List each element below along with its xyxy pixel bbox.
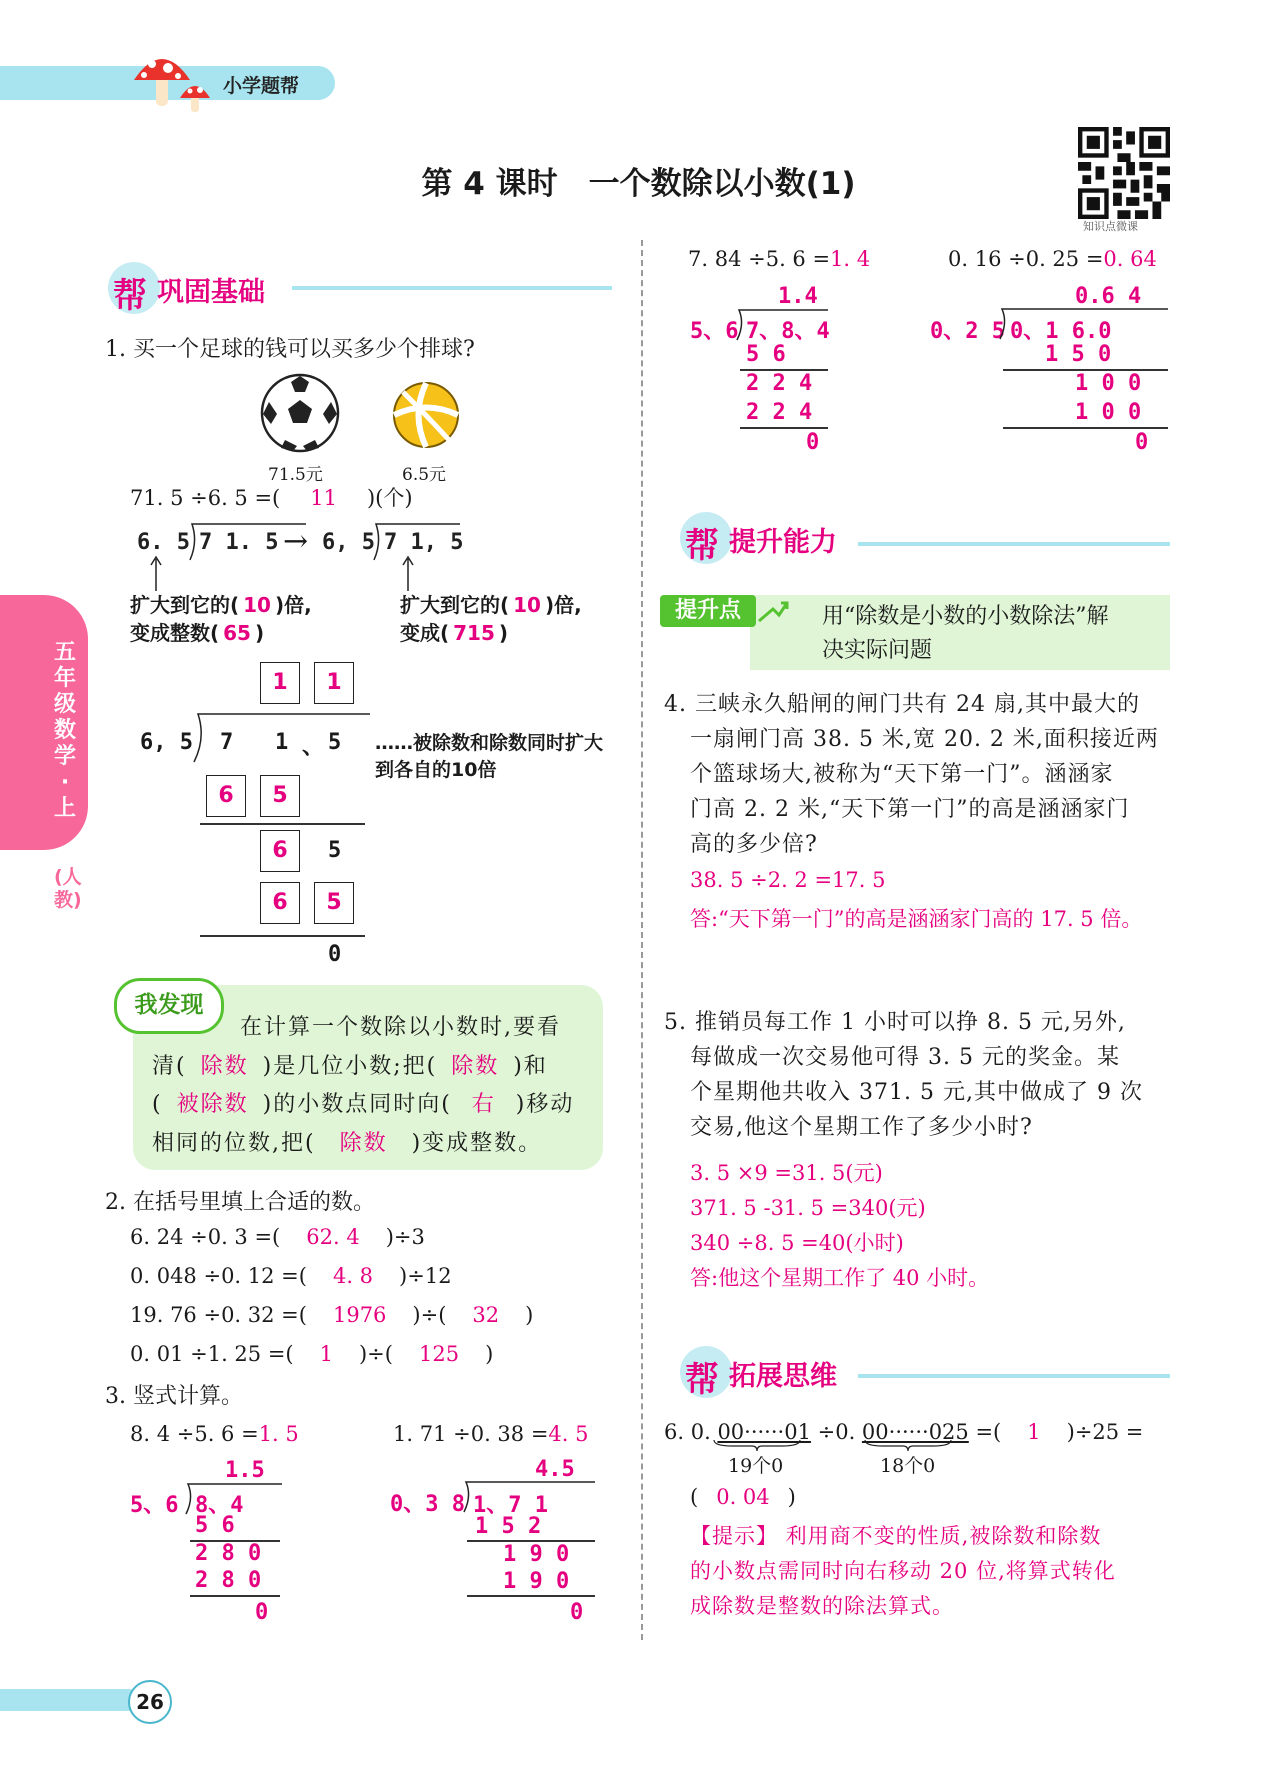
eq-text: )	[485, 1342, 494, 1366]
question-3-text: 3. 竖式计算。	[105, 1384, 243, 1409]
section-badge-char: 帮	[685, 526, 719, 566]
q5-calc-3: 340 ÷8. 5 =40(小时)	[690, 1231, 904, 1255]
note-text: 变成整数(	[130, 621, 220, 645]
disc-text: )是几位小数;把(	[262, 1054, 438, 1079]
eq-text: =(	[968, 1420, 1002, 1444]
qr-code-icon[interactable]	[1078, 127, 1170, 219]
q1-setup-right: 6, 5	[322, 530, 375, 555]
column-divider	[641, 240, 643, 1640]
q2-answer-a: 1	[319, 1342, 333, 1366]
p4-remainder: 0	[1135, 430, 1149, 455]
lesson-title: 第 4 课时 一个数除以小数(1)	[421, 166, 856, 202]
q4-line: 4. 三峡永久船闸的闸门共有 24 扇,其中最大的	[664, 692, 1140, 717]
discover-line-4	[152, 1126, 542, 1157]
q4-calculation: 38. 5 ÷2. 2 =17. 5	[690, 868, 886, 892]
p2-divisor: 0、3 8	[390, 1492, 465, 1517]
q4-line: 高的多少倍?	[690, 832, 818, 857]
q6-second-answer	[690, 1485, 796, 1509]
answer-box[interactable]: 6	[206, 775, 246, 817]
q5-line: 5. 推销员每工作 1 小时可以挣 8. 5 元,另外,	[664, 1010, 1126, 1035]
disc-answer: 除数	[339, 1131, 388, 1156]
discover-tag: 我发现	[114, 978, 224, 1034]
division-rule	[200, 823, 365, 825]
question-2-text: 2. 在括号里填上合适的数。	[105, 1190, 375, 1215]
eq-text: )÷(	[358, 1342, 393, 1366]
q1-answer: 11	[310, 486, 337, 510]
note-answer: 715	[453, 621, 495, 645]
answer-box[interactable]: 1	[260, 662, 300, 704]
q1-setup-left: 6. 5	[137, 530, 190, 555]
note-text: )	[498, 621, 509, 645]
eq-text: 0. 01 ÷1. 25 =(	[130, 1342, 294, 1366]
eq-text: )	[787, 1485, 796, 1509]
soccer-price-label: 71.5元	[268, 465, 323, 485]
key-point-line-1: 用“除数是小数的小数除法”解	[822, 604, 1109, 629]
q4-line: 门高 2. 2 米,“天下第一门”的高是涵涵家门	[690, 797, 1130, 822]
note-text: )倍,	[544, 593, 582, 617]
key-point-line-2: 决实际问题	[822, 638, 933, 663]
q2-row	[130, 1342, 493, 1366]
section-rule	[292, 286, 612, 290]
division-rule	[740, 427, 828, 429]
arrow-icon: →	[283, 524, 309, 559]
answer-box[interactable]: 6	[260, 830, 300, 872]
disc-text: )的小数点同时向(	[262, 1092, 452, 1117]
note-answer: 10	[513, 593, 541, 617]
eq-text: 7. 84 ÷5. 6 =	[688, 247, 831, 271]
p3-step: 2 2 4	[746, 400, 813, 425]
q6-hint-2: 的小数点需同时向右移动 20 位,将算式转化	[690, 1559, 1116, 1583]
q2-answer-b: 32	[472, 1303, 500, 1327]
discover-line-3	[152, 1087, 574, 1118]
answer-box[interactable]: 6	[260, 882, 300, 924]
p1-divisor: 5、6	[130, 1493, 179, 1518]
q6-answer-2: 0. 04	[716, 1485, 770, 1509]
brace-icon	[863, 1438, 953, 1452]
eq-term-dividend: 00······01	[717, 1420, 811, 1444]
eq-text: (	[690, 1485, 699, 1509]
disc-text: 相同的位数,把(	[152, 1131, 316, 1156]
left-note-line-2	[130, 617, 264, 646]
p3-step: 2 2 4	[746, 371, 813, 396]
eq-answer: 1. 5	[258, 1422, 299, 1446]
eq-answer: 1. 4	[830, 247, 871, 271]
side-grade-label: 五年级数学·上	[53, 640, 76, 821]
q1-equation	[130, 482, 413, 512]
eq-text: 1. 71 ÷0. 38 =	[393, 1422, 549, 1446]
p1-remainder: 0	[255, 1600, 269, 1625]
answer-box[interactable]: 1	[314, 662, 354, 704]
eq-text: 19. 76 ÷0. 32 =(	[130, 1303, 307, 1327]
disc-text: 清(	[152, 1054, 187, 1079]
division-rule	[200, 935, 365, 937]
section-rule	[858, 1374, 1170, 1378]
p4-step: 1 0 0	[1075, 400, 1142, 425]
left-note-line-1	[130, 589, 312, 618]
qr-caption: 知识点微课	[1083, 220, 1138, 233]
q1-setup-right-dividend: 7 1, 5	[384, 530, 464, 555]
q5-calc-2: 371. 5 -31. 5 =340(元)	[690, 1196, 926, 1220]
p1-dividend: 8、4	[195, 1493, 244, 1518]
note-text: 扩大到它的(	[400, 593, 510, 617]
disc-text: )变成整数。	[411, 1131, 543, 1156]
p3-step: 5 6	[746, 342, 786, 367]
q4-answer: 答:“天下第一门”的高是涵涵家门高的 17. 5 倍。	[690, 907, 1143, 931]
p4-quotient: 0.6 4	[1075, 284, 1142, 309]
mushroom-icon	[128, 46, 223, 116]
q3-p3-equation	[688, 247, 870, 271]
p4-divisor: 0、2 5	[930, 319, 1005, 344]
eq-text: )÷12	[399, 1264, 452, 1288]
p2-step: 1 9 0	[503, 1542, 570, 1567]
side-edition-label: (人教)	[54, 866, 82, 911]
p1-quotient: 1.5	[225, 1458, 265, 1483]
q2-row	[130, 1303, 533, 1327]
q1-setup-left-dividend: 7 1. 5	[199, 530, 279, 555]
brace-icon	[712, 1438, 802, 1452]
eq-answer: 4. 5	[548, 1422, 589, 1446]
key-point-arrow-icon	[755, 597, 791, 625]
division-rule	[1003, 427, 1168, 429]
brand-name: 小学题帮	[223, 75, 300, 97]
q4-line: 一扇闸门高 38. 5 米,宽 20. 2 米,面积接近两	[690, 727, 1159, 752]
section-title-extend: 拓展思维	[729, 1361, 837, 1392]
division-note: ……被除数和除数同时扩大到各自的10倍	[375, 732, 604, 781]
p4-step: 1 0 0	[1075, 371, 1142, 396]
q2-answer-a: 4. 8	[332, 1264, 374, 1288]
p2-step: 1 5 2	[475, 1514, 542, 1539]
eq-text: 6. 24 ÷0. 3 =(	[130, 1225, 281, 1249]
eq-text: 8. 4 ÷5. 6 =	[130, 1422, 259, 1446]
eq-text: 6. 0.	[664, 1420, 718, 1444]
note-answer: 10	[243, 593, 271, 617]
q6-hint-3: 成除数是整数的除法算式。	[690, 1594, 954, 1618]
key-point-tag: 提升点	[660, 595, 756, 627]
p2-dividend: 1、7 1	[473, 1493, 548, 1518]
q2-row	[130, 1264, 452, 1288]
p1-step: 5 6	[195, 1513, 235, 1538]
q6-count-label-2: 18个0	[880, 1455, 936, 1477]
note-text: 变成(	[400, 621, 450, 645]
p3-dividend: 7、8、4	[746, 319, 830, 344]
p3-divisor: 5、6	[690, 319, 739, 344]
q1-eq-suffix: )(个)	[366, 486, 413, 510]
discover-line-1: 在计算一个数除以小数时,要看	[240, 1015, 561, 1040]
right-note-line-2	[400, 617, 508, 646]
volleyball-price-label: 6.5元	[402, 465, 447, 485]
p2-remainder: 0	[570, 1600, 584, 1625]
footer-band	[0, 1689, 140, 1711]
q5-line: 交易,他这个星期工作了多少小时?	[690, 1115, 1033, 1140]
answer-box[interactable]: 5	[314, 882, 354, 924]
section-title-basic: 巩固基础	[157, 277, 265, 308]
dividend-digit: 7	[220, 730, 234, 755]
section-badge-char: 帮	[685, 1360, 719, 1400]
p2-quotient: 4.5	[535, 1457, 575, 1482]
eq-text: 0. 16 ÷0. 25 =	[948, 247, 1104, 271]
disc-answer: 右	[471, 1092, 496, 1117]
eq-text: )÷(	[412, 1303, 447, 1327]
dividend-digit: 5	[328, 730, 342, 755]
disc-text: )移动	[515, 1092, 575, 1117]
q2-answer-a: 1976	[332, 1303, 387, 1327]
note-answer: 65	[223, 621, 251, 645]
discover-line-2	[152, 1049, 548, 1080]
division-rule	[190, 1595, 280, 1597]
eq-answer: 0. 64	[1103, 247, 1157, 271]
dividend-digit: 1	[275, 730, 289, 755]
division-rule	[467, 1595, 595, 1597]
q3-p4-equation	[948, 247, 1157, 271]
q3-p1-equation	[130, 1422, 299, 1446]
section-rule	[858, 542, 1170, 546]
q2-answer-b: 125	[418, 1342, 460, 1366]
disc-text: (	[152, 1092, 163, 1117]
q3-p2-equation	[393, 1422, 589, 1446]
eq-text: 0. 048 ÷0. 12 =(	[130, 1264, 307, 1288]
page-number: 26	[128, 1680, 172, 1724]
note-text: )	[254, 621, 265, 645]
p1-step: 2 8 0	[195, 1568, 262, 1593]
eq-text: ÷0.	[810, 1420, 862, 1444]
p4-step: 1 5 0	[1045, 342, 1112, 367]
section-badge-char: 帮	[113, 276, 147, 316]
p4-dividend: 0、1 6.0	[1010, 319, 1112, 344]
volleyball-icon	[391, 380, 461, 450]
q5-line: 每做成一次交易他可得 3. 5 元的奖金。某	[690, 1045, 1120, 1070]
p2-step: 1 9 0	[503, 1569, 570, 1594]
note-text: 扩大到它的(	[130, 593, 240, 617]
disc-text: )和	[513, 1054, 548, 1079]
q5-line: 个星期他共收入 371. 5 元,其中做成了 9 次	[690, 1080, 1143, 1105]
q6-answer-1: 1	[1027, 1420, 1041, 1444]
eq-text: )	[525, 1303, 534, 1327]
eq-text: )÷25 =	[1066, 1420, 1144, 1444]
division-remainder: 0	[328, 942, 342, 967]
p3-remainder: 0	[806, 430, 820, 455]
disc-answer: 被除数	[176, 1092, 249, 1117]
q5-calc-1: 3. 5 ×9 =31. 5(元)	[690, 1161, 883, 1185]
eq-term-divisor: 00······025	[861, 1420, 969, 1444]
soccer-ball-icon	[259, 372, 341, 454]
question-1-text: 1. 买一个足球的钱可以买多少个排球?	[105, 337, 475, 362]
disc-answer: 除数	[200, 1054, 249, 1079]
eq-text: )÷3	[385, 1225, 425, 1249]
q4-line: 个篮球场大,被称为“天下第一门”。涵涵家	[690, 762, 1114, 787]
division-digit: 5	[328, 838, 342, 863]
up-arrow-icon	[150, 555, 162, 591]
up-arrow-icon	[402, 555, 414, 591]
p3-quotient: 1.4	[778, 284, 818, 309]
q5-answer: 答:他这个星期工作了 40 小时。	[690, 1266, 990, 1290]
divisor: 6, 5	[140, 730, 193, 755]
q2-row	[130, 1225, 425, 1249]
q6-hint-1: 【提示】 利用商不变的性质,被除数和除数	[690, 1524, 1102, 1548]
dividend-decimal: 、	[302, 735, 325, 760]
section-title-improve: 提升能力	[729, 527, 837, 558]
q1-eq-prefix: 71. 5 ÷6. 5 =(	[130, 486, 281, 510]
answer-box[interactable]: 5	[260, 775, 300, 817]
q6-count-label-1: 19个0	[728, 1455, 784, 1477]
q2-answer-a: 62. 4	[306, 1225, 360, 1249]
p1-step: 2 8 0	[195, 1541, 262, 1566]
disc-answer: 除数	[451, 1054, 500, 1079]
note-text: )倍,	[274, 593, 312, 617]
right-note-line-1	[400, 589, 582, 618]
